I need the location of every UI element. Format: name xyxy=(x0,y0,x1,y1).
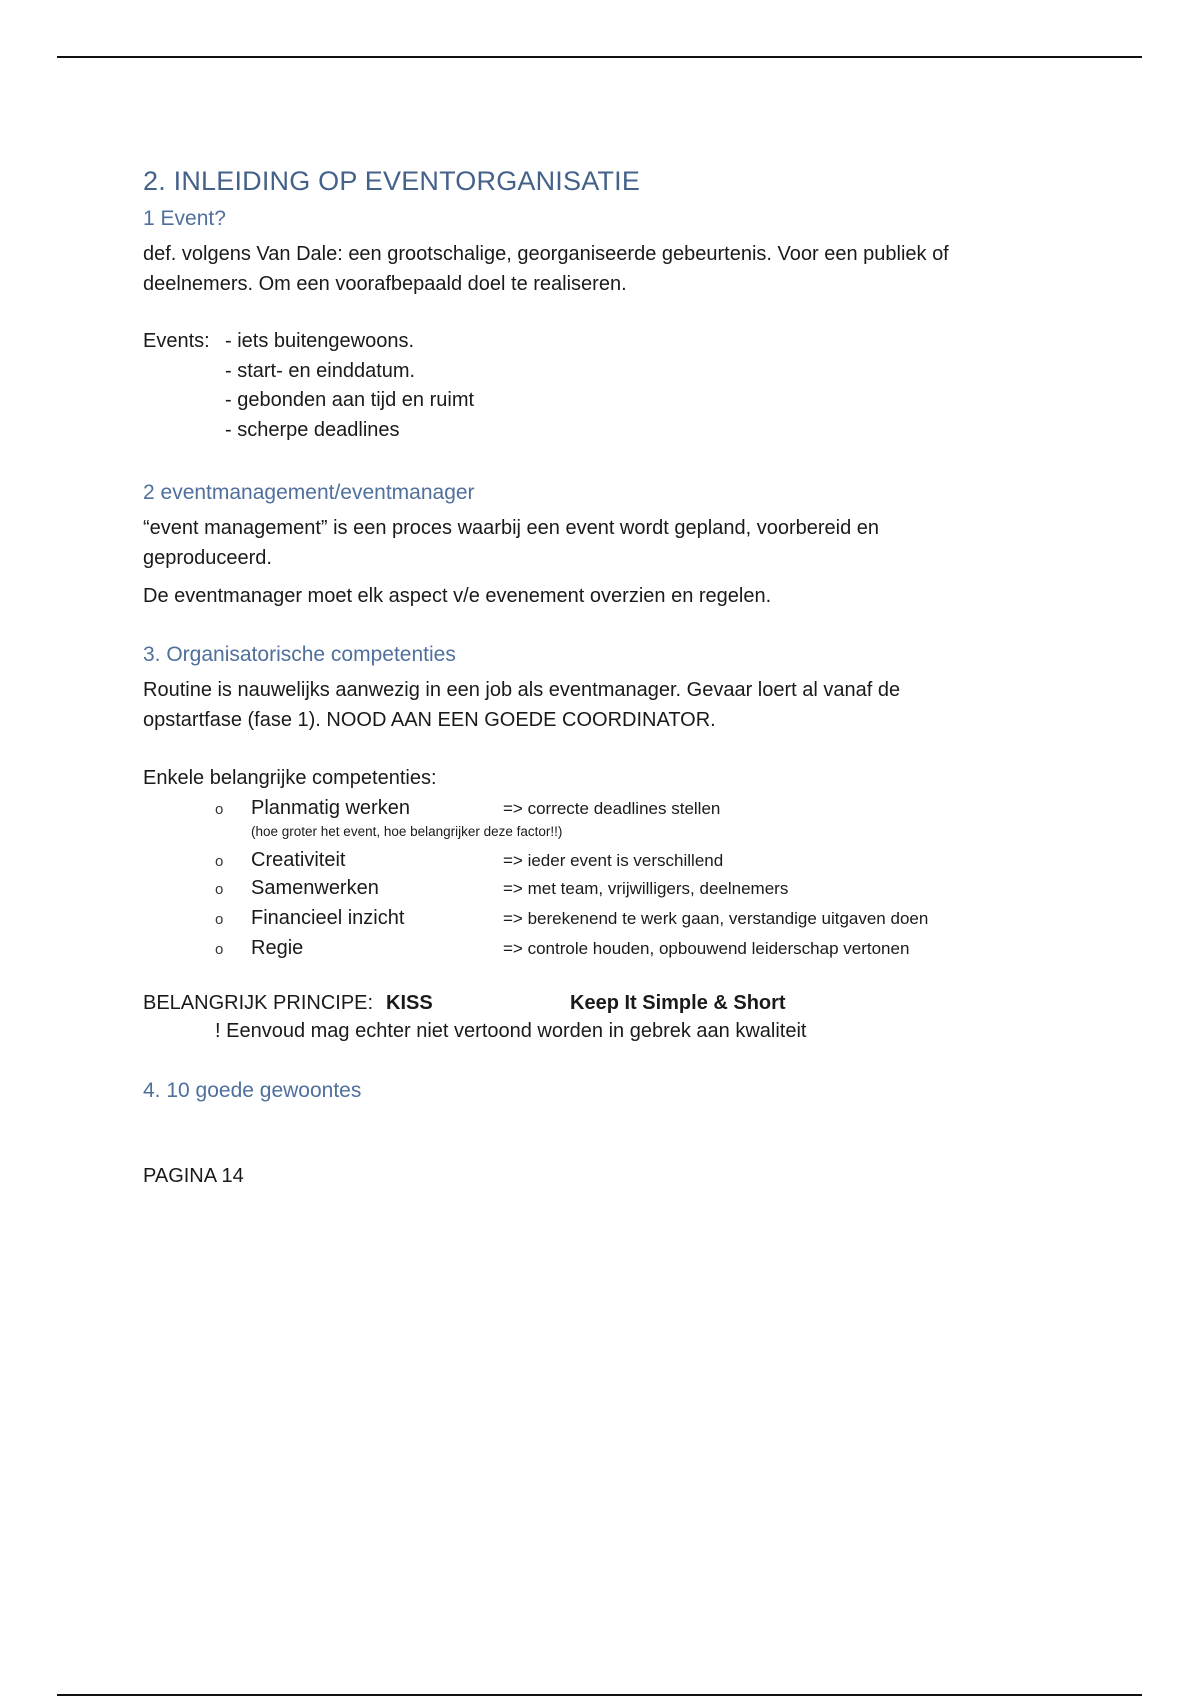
principle-warning: ! Eenvoud mag echter niet vertoond worden in gebrek aan kwaliteit xyxy=(215,1020,807,1042)
eventmanagement-line-2: geproduceerd. xyxy=(143,547,272,569)
routine-line-1: Routine is nauwelijks aanwezig in een job als eventmanager. Gevaar loert al vanaf de xyxy=(143,679,901,701)
section-heading-eventmanagement: 2 eventmanagement/eventmanager xyxy=(143,481,475,504)
section-heading-gewoontes: 4. 10 goede gewoontes xyxy=(143,1079,362,1102)
competency-description: => berekenend te werk gaan, verstandige uitgaven doen xyxy=(503,909,929,928)
competency-description: => met team, vrijwilligers, deelnemers xyxy=(503,879,789,898)
competency-note-row xyxy=(143,824,1083,844)
page-reference: PAGINA 14 xyxy=(143,1165,244,1187)
principle-block xyxy=(143,989,1083,1047)
section-heading-competenties: 3. Organisatorische competenties xyxy=(143,643,456,666)
list-item: - iets buitengewoons. xyxy=(225,330,415,352)
competency-note: (hoe groter het event, hoe belangrijker deze factor!!) xyxy=(251,824,563,839)
competency-name: Samenwerken xyxy=(251,877,379,899)
list-item xyxy=(143,797,1083,825)
list-item xyxy=(143,907,1083,935)
competenties-intro: Enkele belangrijke competenties: xyxy=(143,767,437,789)
eventmanagement-line-1: “event management” is een proces waarbij een event wordt gepland, voorbereid en xyxy=(143,517,879,539)
competencies-list xyxy=(143,797,1083,969)
circle-bullet-icon: o xyxy=(215,911,224,928)
competency-name: Creativiteit xyxy=(251,849,346,871)
list-item: - start- en einddatum. xyxy=(225,359,416,382)
principle-full: Keep It Simple & Short xyxy=(570,992,786,1014)
list-item xyxy=(143,937,1083,965)
definition-line-1: def. volgens Van Dale: een grootschalige, georganiseerde gebeurtenis. Voor een publiek of xyxy=(143,243,949,265)
list-item: - gebonden aan tijd en ruimt xyxy=(225,389,475,411)
definition-line-2: deelnemers. Om een voorafbepaald doel te realiseren. xyxy=(143,273,627,295)
header-rule xyxy=(57,56,1142,58)
circle-bullet-icon: o xyxy=(215,801,224,818)
list-item xyxy=(143,849,1083,877)
principle-label: BELANGRIJK PRINCIPE: xyxy=(143,992,374,1014)
list-item xyxy=(143,877,1083,905)
competency-name: Financieel inzicht xyxy=(251,907,405,929)
competency-description: => controle houden, opbouwend leiderschap vertonen xyxy=(503,939,910,958)
competency-description: => ieder event is verschillend xyxy=(503,851,724,870)
footer-rule xyxy=(57,1694,1142,1696)
eventmanager-line: De eventmanager moet elk aspect v/e evenement overzien en regelen. xyxy=(143,585,772,607)
principle-acronym: KISS xyxy=(386,992,433,1014)
list-item: - scherpe deadlines xyxy=(225,418,400,441)
page-title: 2. INLEIDING OP EVENTORGANISATIE xyxy=(143,166,641,196)
circle-bullet-icon: o xyxy=(215,941,224,958)
events-list xyxy=(143,327,1083,445)
circle-bullet-icon: o xyxy=(215,881,224,898)
routine-line-2: opstartfase (fase 1). NOOD AAN EEN GOEDE COORDINATOR. xyxy=(143,709,716,731)
circle-bullet-icon: o xyxy=(215,853,224,870)
competency-name: Regie xyxy=(251,937,304,959)
competency-description: => correcte deadlines stellen xyxy=(503,799,721,818)
events-label: Events: xyxy=(143,330,210,352)
competency-name: Planmatig werken xyxy=(251,797,410,819)
section-heading-event: 1 Event? xyxy=(143,207,226,230)
document-body xyxy=(143,166,1083,1191)
